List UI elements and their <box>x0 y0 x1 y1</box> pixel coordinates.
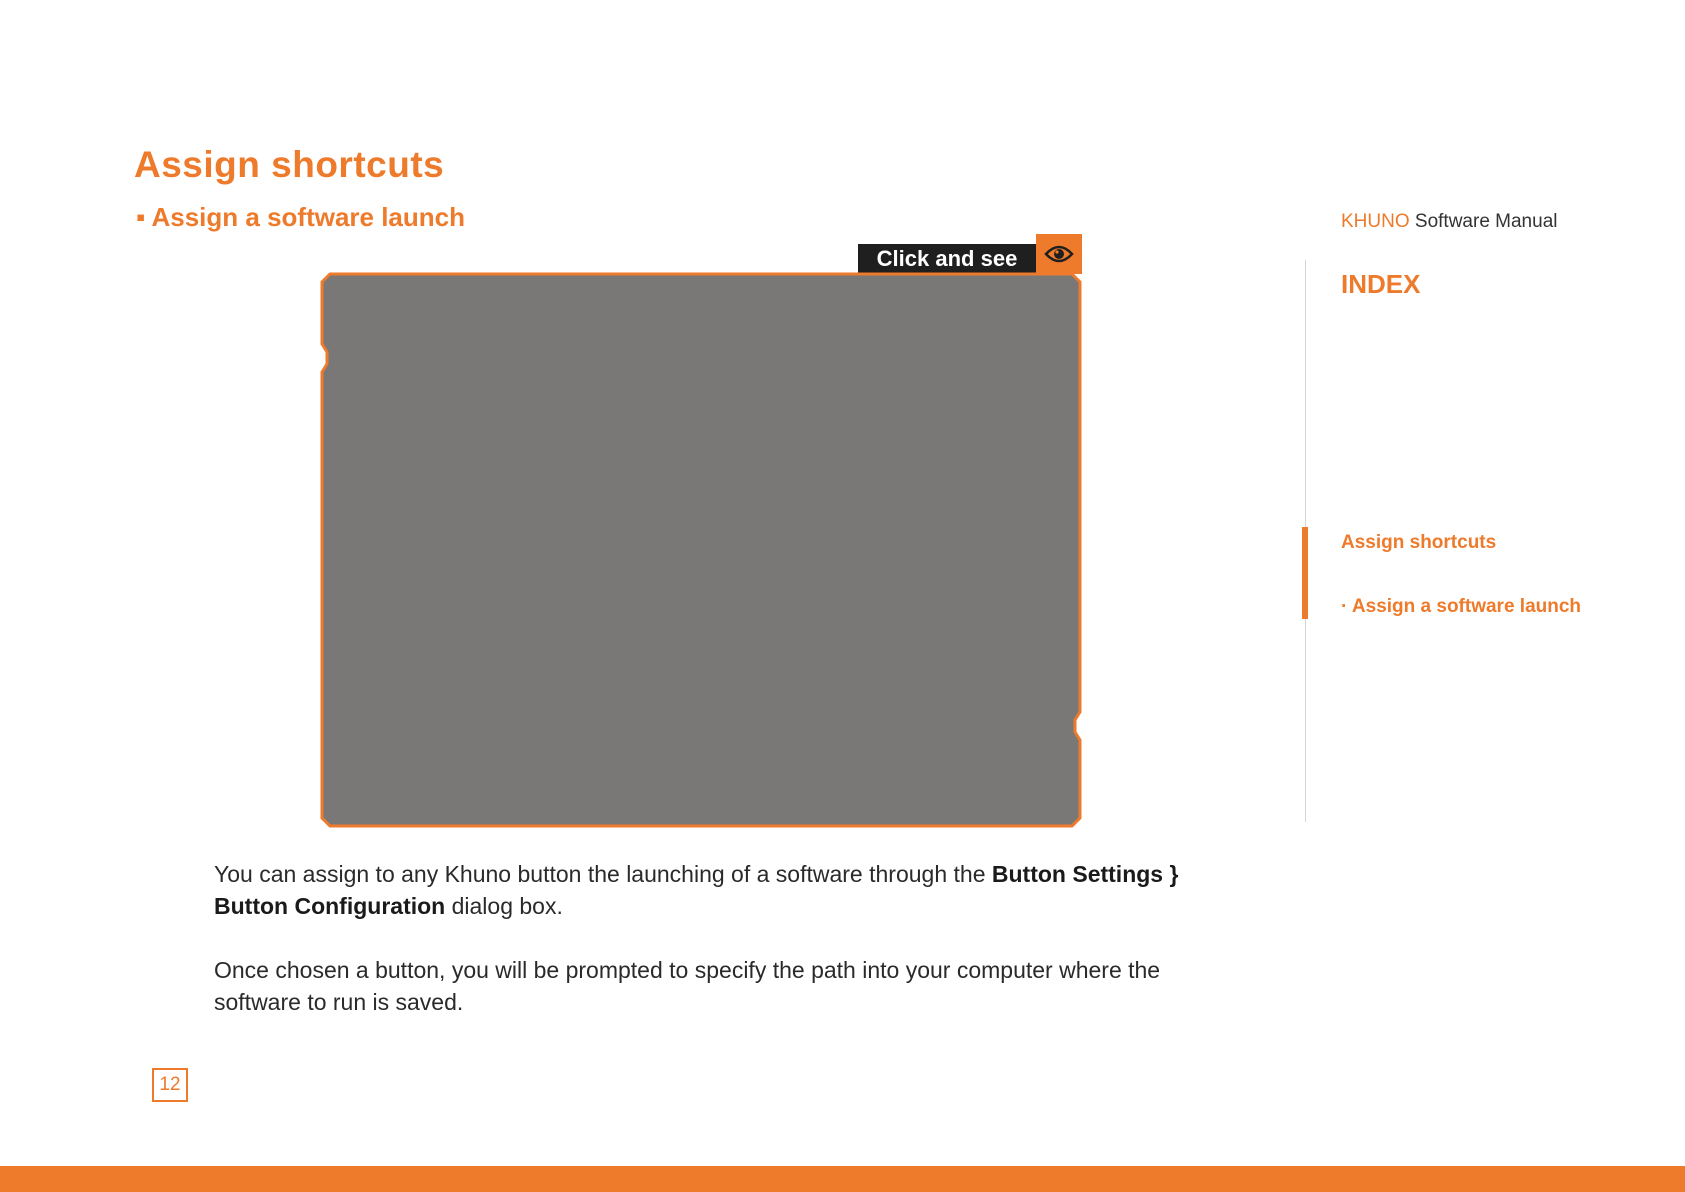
section-title: ▪ Assign a software launch <box>136 202 465 232</box>
page-title: Assign shortcuts <box>134 144 445 185</box>
index-link-software-launch[interactable]: · Assign a software launch <box>1341 596 1582 617</box>
body-text <box>214 858 1204 1050</box>
paragraph-1: You can assign to any Khuno button the launching of a software through the Button Settings } Button Configuration dialog box. <box>214 861 1179 919</box>
index-title: INDEX <box>1341 269 1421 299</box>
manual-label: Software Manual <box>1414 211 1558 232</box>
paragraph-2: Once chosen a button, you will be prompted to specify the path into your computer where the software to run is saved. <box>214 957 1161 1015</box>
click-and-see-button[interactable] <box>858 234 1082 274</box>
click-and-see-label: Click and see <box>858 244 1036 274</box>
video-placeholder[interactable] <box>320 272 1082 828</box>
brand-name: KHUNO <box>1341 211 1410 232</box>
eye-icon <box>1036 234 1082 274</box>
footer-bar <box>0 1166 1685 1192</box>
active-indicator <box>1302 527 1308 619</box>
page-number: 12 <box>152 1068 188 1102</box>
manual-header <box>1341 211 1557 233</box>
index-link-assign-shortcuts[interactable]: Assign shortcuts <box>1341 532 1497 553</box>
